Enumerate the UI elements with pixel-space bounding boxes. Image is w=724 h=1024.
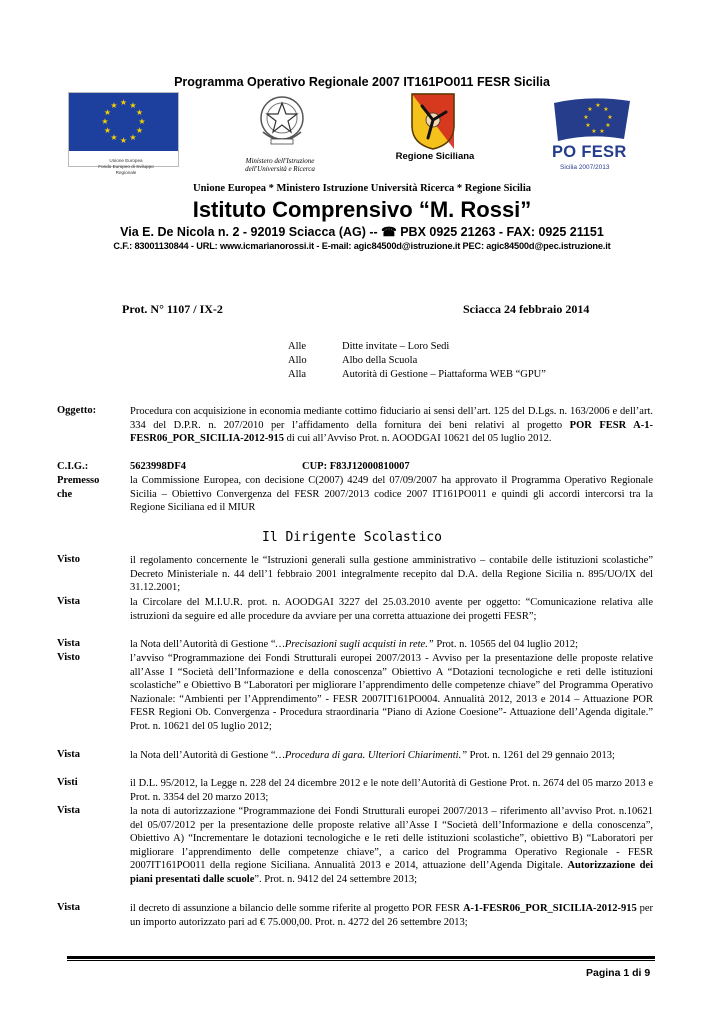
ministry-logo (257, 92, 307, 148)
italian-emblem-icon (257, 92, 307, 148)
school-name: Istituto Comprensivo “M. Rossi” (192, 197, 532, 222)
svg-text:★: ★ (603, 106, 609, 113)
svg-text:★: ★ (135, 126, 144, 135)
protocol-number: Prot. N° 1107 / IX-2 (122, 302, 223, 316)
place-date: Sciacca 24 febbraio 2014 (463, 302, 590, 316)
svg-text:★: ★ (583, 114, 589, 121)
trinacria-icon (410, 92, 456, 150)
recipient-text: Autorità di Gestione – Piattaforma WEB “GPU” (342, 369, 546, 380)
svg-text:★: ★ (138, 117, 146, 126)
premesso-text: la Commissione Europea, con decisione C(2007) 4249 del 07/09/2007 ha approvato il Programma Operativo Regionale Sicilia – Obiettivo Convergenza del FESR 2007/2013 codice 2007 IT161PO011 e quindi gli accordi intercorsi tra la Regione Siciliana ed il MIUR (130, 475, 653, 513)
visto-label: Vista (57, 805, 80, 816)
visto-text: il decreto di assunzione a bilancio delle somme riferite al progetto POR FESR A-1-FESR06_POR_SICILIA-2012-915 per un importo autorizzato pari ad € 75.000,00. Prot. n. 4272 del 26 settembre 2013; (130, 903, 653, 928)
premesso-label: Premesso che (57, 475, 100, 500)
por-logo-title: PO FESR (552, 143, 627, 161)
recipient-text: Albo della Scuola (342, 355, 418, 366)
cig-value: 5623998DF4 (130, 461, 186, 472)
visto-text: la Circolare del M.I.U.R. prot. n. AOODGAI 3227 del 25.03.2010 avente per oggetto: “Comunicazione relativa alle istruzioni da seguire ed alle procedure da avviare per una corretta attuazione dei progetti FESR”; (130, 597, 653, 622)
oggetto-text: Procedura con acquisizione in economia mediante cottimo fiduciario ai sensi dell’art. 125 del D.Lgs. n. 163/2006 e dell’art. 334 del D.P.R. n. 207/2010 per l’affidamento della fornitura dei beni relativi al progetto POR FESR A-1-FESR06_POR_SICILIA-2012-915 di cui all’Avviso Prot. n. AOODGAI 10621 del 05 luglio 2012. (130, 406, 654, 444)
recipient-prefix: Alle (288, 341, 307, 352)
por-logo-subtitle: Sicilia 2007/2013 (560, 164, 610, 171)
svg-text:★: ★ (591, 128, 597, 135)
section-title: Il Dirigente Scolastico (262, 530, 443, 545)
visto-text: la Nota dell’Autorità di Gestione “…Procedura di gara. Ulteriori Chiarimenti.” Prot. n. 1261 del 29 gennaio 2013; (130, 750, 615, 761)
project-code: POR FESR A-1-FESR06_POR_SICILIA-2012-915 (130, 419, 654, 444)
svg-text:★: ★ (103, 108, 112, 117)
svg-text:★: ★ (101, 117, 109, 126)
svg-text:★: ★ (599, 128, 605, 135)
cig-label: C.I.G.: (57, 461, 89, 472)
region-logo-caption: Regione Siciliana (395, 151, 475, 162)
svg-text:★: ★ (110, 133, 118, 142)
visto-text: la Nota dell’Autorità di Gestione “…Precisazioni sugli acquisti in rete.” Prot. n. 10565 del 04 luglio 2012; (130, 639, 579, 650)
eu-logo-caption: Unione Europea Fondo Europeo di Sviluppo Regionale (98, 158, 154, 175)
visto-label: Visto (57, 652, 80, 663)
school-contacts: C.F.: 83001130844 - URL: www.icmarianorossi.it - E-mail: agic84500d@istruzione.it PEC: agic84500d@pec.istruzione.it (113, 241, 611, 251)
entities-line: Unione Europea * Ministero Istruzione Università Ricerca * Regione Sicilia (192, 183, 531, 194)
oggetto-label: Oggetto: (57, 405, 97, 416)
eu-logo (68, 92, 179, 167)
footer-rule (67, 956, 655, 959)
page-number: Pagina 1 di 9 (586, 967, 651, 979)
svg-text:★: ★ (129, 101, 137, 110)
svg-text:★: ★ (587, 106, 593, 113)
svg-text:★: ★ (119, 98, 128, 107)
svg-text:★: ★ (607, 114, 613, 121)
visto-label: Vista (57, 902, 80, 913)
svg-text:★: ★ (103, 126, 112, 135)
visto-label: Visti (57, 777, 78, 788)
visto-text: la nota di autorizzazione “Programmazione dei Fondi Strutturali europei 2007/2013 – riferimento all’avviso Prot. n.10621 del 05/07/2012 per la presentazione delle proposte relative all’Asse I “Società dell’Informazione e della conoscenza”, Obiettivo A) “Incrementare le dotazioni tecnologiche e le reti delle istituzioni scolastiche”, obiettivo B) “Laboratori per migliorare l’apprendimento delle competenze chiave”, a carico del Programma Operativo Regionale - FESR 2007IT161PO011 della regione Siciliana. Annualità 2013 e 2014, attuazione dell’Agenda Digitale. Autorizzazione dei piani presentati dalle scuole”. Prot. n. 9412 del 24 settembre 2013; (130, 806, 654, 885)
recipient-prefix: Allo (288, 355, 307, 366)
cup-code: CUP: F83J12000810007 (302, 461, 410, 472)
ministry-logo-caption: Ministero dell'Istruzione dell'Università e Ricerca (245, 157, 315, 173)
eu-flag-icon (69, 93, 178, 151)
school-address: Via E. De Nicola n. 2 - 92019 Sciacca (AG) -- ☎ PBX 0925 21263 - FAX: 0925 21151 (120, 225, 604, 239)
visto-label: Vista (57, 596, 80, 607)
program-title: Programma Operativo Regionale 2007 IT161PO011 FESR Sicilia (174, 75, 550, 89)
svg-text:★: ★ (135, 108, 144, 117)
visto-text: il D.L. 95/2012, la Legge n. 228 del 24 dicembre 2012 e le note dell’Autorità di Gestione Prot. n. 2674 del 05 marzo 2013 e Prot. n. 3354 del 20 marzo 2013; (130, 778, 653, 803)
por-fesr-flag-icon (550, 95, 634, 145)
svg-text:★: ★ (110, 101, 118, 110)
recipient-text: Ditte invitate – Loro Sedi (342, 341, 450, 352)
svg-text:★: ★ (585, 122, 591, 129)
svg-text:★: ★ (119, 136, 128, 145)
visto-label: Vista (57, 749, 80, 760)
recipient-prefix: Alla (288, 369, 307, 380)
svg-text:★: ★ (129, 133, 137, 142)
svg-text:★: ★ (595, 102, 601, 109)
region-logo (410, 92, 456, 150)
por-logo (550, 95, 634, 145)
footer-rule-thin (67, 960, 655, 961)
visto-text: l’avviso “Programmazione dei Fondi Strutturali europei 2007/2013 - Avviso per la presentazione delle proposte relative all’Asse I “Società dell’Informazione e della conoscenza” Obiettivo A “Dotazioni tecnologiche e reti delle istituzioni scolastiche” e Obiettivo B “Laboratori per migliorare l’apprendimento delle competenze chiave” del Programma Operativo Nazionale: “Ambienti per l’Apprendimento” - FESR 2007IT161PO004. Annualità 2012, 2013 e 2014 – Attuazione POR FESR Regioni Ob. Convergenza - Procedura straordinaria “Piano di Azione Coesione”- Attuazione dell’Agenda digitale.” Prot. n. 10621 del 05 luglio 2012; (130, 653, 653, 732)
visto-text: il regolamento concernente le “Istruzioni generali sulla gestione amministrativo – contabile delle istituzioni scolastiche” Decreto Ministeriale n. 44 dell’1 febbraio 2001 integralmente recepito dal D.A. della Regione Sicilia n. 895/UO/IX del 31.12.2001; (130, 555, 653, 593)
svg-text:★: ★ (605, 122, 611, 129)
visto-label: Visto (57, 554, 80, 565)
visto-label: Vista (57, 638, 80, 649)
